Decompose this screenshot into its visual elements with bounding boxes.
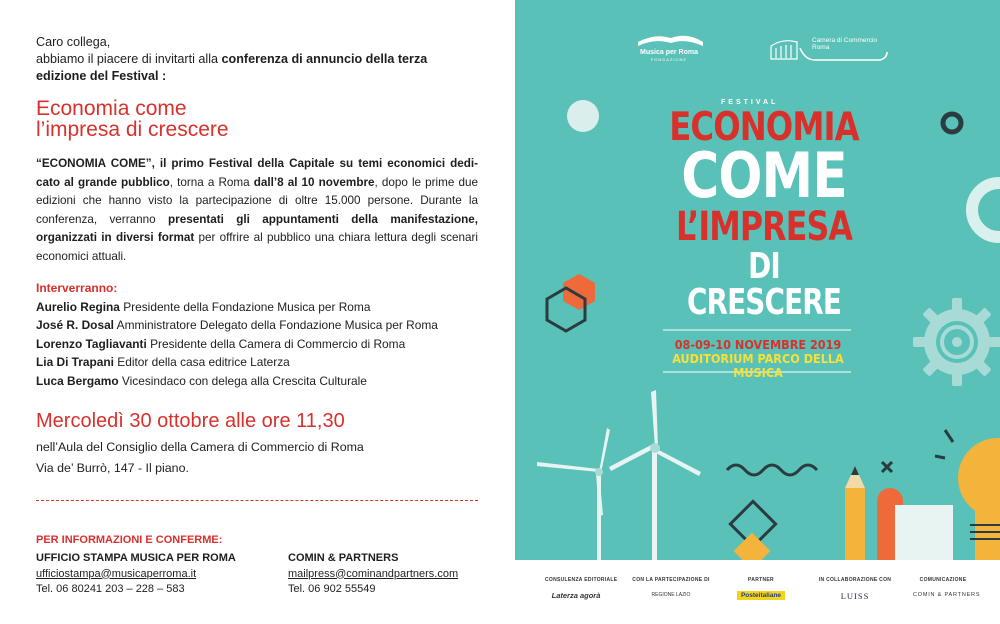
festival-headline (655, 105, 873, 323)
speaker-item (36, 335, 496, 353)
intro-bold-1: “ECONOMIA COME”, il primo Festival della Capitale su temi economici dedi- (36, 157, 478, 170)
speaker-name: Luca Bergamo (36, 373, 119, 388)
luiss-logo: LUISS (840, 591, 870, 601)
contact-block-press (36, 551, 236, 598)
gear-icon (913, 298, 1000, 386)
info-heading: PER INFORMAZIONI E CONFERME: (36, 534, 223, 546)
intro-text-1: , torna a Roma (169, 175, 254, 189)
festival-poster (515, 0, 1000, 624)
greeting-text-bold-2 (36, 68, 478, 85)
speaker-name: Lorenzo Tagliavanti (36, 336, 147, 351)
lightbulb-icon (958, 438, 1000, 560)
light-rays (935, 430, 953, 458)
contact-email-link[interactable]: mailpress@cominandpartners.com (288, 567, 459, 580)
contact-org: COMIN & PARTNERS (288, 552, 399, 564)
intro-paragraph (36, 155, 478, 267)
event-title-line1: Economia come (36, 97, 187, 120)
festival-place: AUDITORIUM PARCO DELLA MUSICA (672, 351, 844, 380)
wavy-line (727, 465, 817, 475)
comin-partners-logo: COMIN & PARTNERS (913, 592, 981, 598)
sponsor-editorial (545, 577, 618, 603)
speaker-role: Vicesindaco con delega alla Crescita Culturale (121, 373, 367, 388)
speakers-list (36, 298, 496, 390)
speaker-name: Aurelio Regina (36, 300, 120, 314)
festival-dates: 08-09-10 NOVEMBRE 2019 (674, 337, 842, 352)
contact-email-link[interactable]: ufficiostampa@musicaperroma.it (36, 567, 197, 580)
greeting-text-bold-line2: edizione del Festival : (36, 69, 167, 83)
sponsor-partner (731, 577, 791, 602)
headline-line-4: DI CRESCERE (686, 246, 842, 323)
headline-line-3: L’IMPRESA (675, 204, 853, 250)
logo-right-name: Camera di Commercio Roma (812, 37, 878, 51)
headline-line-1: ECONOMIA (669, 105, 859, 150)
sponsor-communication (913, 577, 981, 601)
speaker-name: José R. Dosal (36, 318, 114, 333)
venue-line-2: Via de’ Burrò, 147 - Il piano. (36, 461, 189, 475)
dashed-divider (36, 500, 478, 501)
event-date: Mercoledì 30 ottobre alle ore 11,30 (36, 410, 345, 432)
sponsor-label: COMUNICAZIONE (919, 577, 967, 583)
musica-per-roma-logo (635, 34, 703, 62)
sponsor-label: PARTNER (748, 577, 774, 583)
greeting (36, 34, 478, 85)
camera-commercio-logo (769, 34, 889, 64)
poster-area (515, 0, 1000, 560)
laterza-logo: Laterza agorà (551, 591, 601, 600)
contact-phone: Tel. 06 80241 203 – 228 – 583 (36, 583, 185, 595)
greeting-salutation: Caro collega, (36, 35, 111, 49)
speaker-item (36, 353, 496, 371)
speaker-item (36, 298, 496, 316)
sponsor-label: CON LA PARTECIPAZIONE DI (632, 577, 710, 583)
sponsor-participation (631, 577, 711, 601)
speaker-role: Amministratore Delegato della Fondazione Musica per Roma (116, 318, 438, 333)
poste-italiane-logo: Posteitaliane (737, 591, 785, 600)
greeting-text-plain: abbiamo il piacere di invitarti alla (36, 52, 222, 66)
event-title (36, 98, 229, 140)
speaker-role: Presidente della Camera di Commercio di Roma (150, 336, 406, 351)
book-shape (895, 505, 953, 560)
intro-text-2: , dopo le prime due edizioni che hanno visto la partecipazione di oltre 15.000 persone. Durante la conferenza, verranno (36, 175, 478, 226)
contact-block-comin (288, 551, 458, 598)
regione-lazio-logo: REGIONE LAZIO (651, 592, 691, 598)
speaker-item (36, 372, 496, 390)
greeting-text-bold: conferenza di annuncio della terza (221, 52, 428, 66)
festival-label: FESTIVAL (721, 99, 779, 106)
contact-phone: Tel. 06 902 55549 (288, 583, 376, 595)
sponsor-label: IN COLLABORAZIONE CON (818, 577, 892, 583)
decorative-circle (567, 100, 599, 132)
orange-hexagon (563, 274, 595, 310)
headline-line-2: COME (681, 139, 847, 212)
intro-text-3: per offrire al pubblico una chiara lettura degli scenari economici attuali. (36, 231, 478, 263)
decorative-ring-large (972, 183, 1000, 237)
speakers-heading: Interverranno: (36, 281, 118, 295)
pencil-icon (845, 466, 865, 560)
wind-turbine-left (537, 428, 610, 560)
intro-bold-3: dall’8 al 10 novembre (253, 175, 375, 189)
speaker-item (36, 316, 496, 334)
speaker-role: Editor della casa editrice Laterza (117, 355, 290, 370)
speaker-name: Lia Di Trapani (36, 355, 114, 370)
venue-line-1: nell’Aula del Consiglio della Camera di Commercio di Roma (36, 440, 364, 454)
intro-bold-4: presentati gli appuntamenti della manifestazione, organizzati in diversi format (36, 212, 478, 245)
sponsor-label: CONSULENZA EDITORIALE (545, 577, 618, 583)
cross-icon (882, 462, 892, 472)
logo-left-name: Musica per Roma (640, 49, 698, 56)
intro-bold-2: cato al grande pubblico (36, 175, 170, 189)
wind-turbine-right (609, 390, 701, 560)
decorative-ring (943, 114, 961, 132)
event-venue (36, 437, 364, 479)
sponsor-strip (515, 560, 1000, 624)
greeting-text (36, 51, 478, 68)
event-title-line2: l’impresa di crescere (36, 118, 229, 141)
sponsor-collaboration (813, 577, 897, 604)
speaker-role: Presidente della Fondazione Musica per Roma (123, 300, 371, 314)
contact-org: UFFICIO STAMPA MUSICA PER ROMA (36, 552, 236, 564)
logo-left-sub: FONDAZIONE (650, 57, 688, 62)
